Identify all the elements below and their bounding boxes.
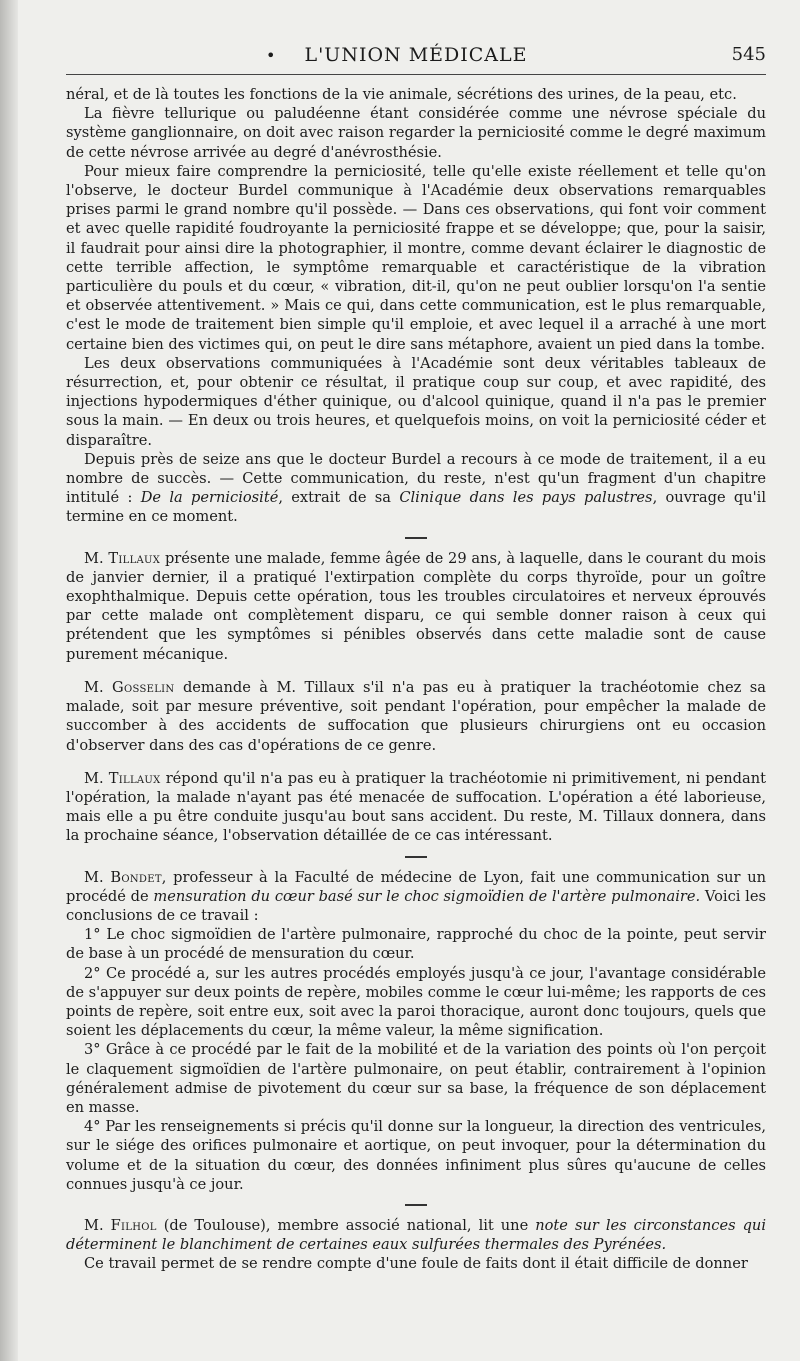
journal-title: L'UNION MÉDICALE — [304, 44, 528, 66]
paragraph-tillaux-reply — [66, 769, 766, 846]
book-title: Clinique dans les pays palustres — [399, 489, 653, 507]
speaker-prefix: M. — [84, 549, 109, 567]
page-number: 545 — [731, 44, 766, 65]
paragraph-gosselin-text: demande à M. Tillaux s'il n'a pas eu à pratiquer la trachéotomie chez sa malade, soit par mesure préventive, soit pendant l'opération, pour empêcher la malade de succomber à des accidents de suffocation que plusieurs chirurgiens ont eu occasion d'observer dans des cas d'opérations de ce genre. — [66, 678, 766, 754]
speaker-prefix: M. — [84, 1216, 111, 1234]
header-dot: • — [266, 46, 276, 65]
note-title: note sur les circonstances qui déterminent le blanchiment de certaines eaux sulfurées thermales des Pyrénées. — [66, 1216, 766, 1254]
speaker-name: Tillaux — [108, 549, 161, 567]
page-header — [66, 40, 766, 75]
speaker-prefix: M. — [84, 769, 109, 787]
paragraph-5 — [66, 450, 766, 527]
list-item: 3° Grâce à ce procédé par le fait de la mobilité et de la variation des points où l'on perçoit le claquement sigmoïdien de l'artère pulmonaire, on peut établir, contrairement à l'opinion généralement admise de pivotement du cœur sur sa base, la fréquence de son déplacement en masse. — [66, 1041, 766, 1116]
paragraph-5-text-2: , extrait de sa — [278, 489, 400, 507]
section-separator — [405, 537, 427, 539]
paragraph-3: Pour mieux faire comprendre la perniciosité, telle qu'elle existe réellement et telle qu'on l'observe, le docteur Burdel communique à l'Académie deux observations remarquables prises parmi le grand nombre qu'il possède. — Dans ces observations, qui font voir comment et avec quelle rapidité foudroyante la perniciosité frappe et se développe; que, pour la saisir, il faudrait pour ainsi dire la photographier, il montre, comme devant éclairer le diagnostic de cette terrible affection, le symptôme remarquable et caractéristique de la vibration particulière du pouls et du cœur, « vibration, dit-il, qu'on ne peut oublier lorsqu'on l'a sentie et observée attentivement. » Mais ce qui, dans cette communication, est le plus remarquable, c'est le mode de traitement bien simple qu'il emploie, et avec lequel il a arraché à une mort certaine bien des victimes qui, on peut le dire sans métaphore, avaient un pied dans la tombe. — [66, 162, 766, 353]
speaker-name: Gosselin — [112, 678, 175, 696]
speaker-name: Bondet — [110, 868, 162, 886]
list-item: 2° Ce procédé a, sur les autres procédés employés jusqu'à ce jour, l'avantage considérable de s'appuyer sur deux points de repère, mobiles comme le cœur lui-même; les rapports de ces points de repère, soit entre eux, soit avec la paroi thoracique, auront donc toujours, quels que soient les déplacements du cœur, la même valeur, la même signification. — [66, 964, 766, 1040]
speaker-prefix: M. — [84, 868, 111, 886]
list-item: 1° Le choc sigmoïdien de l'artère pulmonaire, rapproché du choc de la pointe, peut servir de base à un procédé de mensuration du cœur. — [66, 926, 766, 963]
paragraph-last: Ce travail permet de se rendre compte d'une foule de faits dont il était difficile de donner — [84, 1255, 748, 1273]
paragraph-1: néral, et de là toutes les fonctions de la vie animale, sécrétions des urines, de la peau, etc. — [66, 86, 737, 103]
conclusions-list — [66, 925, 766, 1194]
paragraph-gosselin — [66, 678, 766, 755]
paragraph-bondet — [66, 868, 766, 926]
paragraph-2: La fièvre tellurique ou paludéenne étant considérée comme une névrose spéciale du système ganglionnaire, on doit avec raison regarder la perniciosité comme le degré maximum de cette névrose arrivée au degré d'anévrosthésie. — [66, 105, 766, 161]
paragraph-tillaux-reply-text: répond qu'il n'a pas eu à pratiquer la trachéotomie ni primitivement, ni pendant l'opération, la malade n'ayant pas été menacée de suffocation. L'opération a été laborieuse, mais elle a pu être conduite jusqu'au bout sans accident. Du reste, M. Tillaux donnera, dans la prochaine séance, l'observation détaillée de ce cas intéressant. — [66, 769, 766, 845]
paragraph-4: Les deux observations communiquées à l'Académie sont deux véritables tableaux de résurrection, et, pour obtenir ce résultat, il pratique coup sur coup, et avec rapidité, des injections hypodermiques d'éther quinique, ou d'alcool quinique, quand il n'a pas le premier sous la main. — En deux ou trois heures, et quelquefois moins, on voit la perniciosité céder et disparaître. — [66, 354, 766, 449]
paragraph-bondet-text-2: Voici les conclusions de ce travail : — [66, 887, 766, 924]
speaker-name: Tillaux — [108, 769, 161, 787]
paragraph-filhol — [66, 1216, 766, 1254]
article-body — [66, 85, 766, 1274]
communication-title: mensuration du cœur basé sur le choc sigmoïdien de l'artère pulmonaire. — [153, 887, 701, 905]
section-separator — [405, 856, 427, 858]
paragraph-tillaux-text: présente une malade, femme âgée de 29 ans, à laquelle, dans le courant du mois de janvier dernier, il a pratiqué l'extirpation complète du corps thyroïde, pour un goître exophthalmique. Depuis cette opération, tous les troubles circulatoires et nerveux éprouvés par cette malade ont complètement disparu, ce qui semble donner raison à ceux qui prétendent que les symptômes si pénibles observés dans cette maladie sont de cause purement mécanique. — [66, 549, 766, 663]
paragraph-5-text: Depuis près de seize ans que le docteur Burdel a recours à ce mode de traitement, il a eu nombre de succès. — Cette communication, du reste, n'est qu'un fragment d'un chapitre intitulé : — [66, 450, 766, 507]
paragraph-5-text-3: , ouvrage qu'il termine en ce moment. — [66, 489, 766, 526]
paragraph-filhol-text: (de Toulouse), membre associé national, lit une — [156, 1216, 536, 1234]
chapter-title: De la perniciosité — [140, 489, 279, 507]
speaker-name: Filhol — [110, 1216, 157, 1234]
speaker-prefix: M. — [84, 678, 113, 696]
paragraph-bondet-text: , professeur à la Faculté de médecine de Lyon, fait une communication sur un procédé de — [66, 868, 766, 905]
section-separator — [405, 1204, 427, 1206]
list-item: 4° Par les renseignements si précis qu'il donne sur la longueur, la direction des ventricules, sur le siége des orifices pulmonaire et aortique, on peut invoquer, pour la détermination du volume et de la situation du cœur, des données infiniment plus sûres qu'aucune de celles connues jusqu'à ce jour. — [66, 1118, 766, 1193]
paragraph-tillaux — [66, 549, 766, 664]
